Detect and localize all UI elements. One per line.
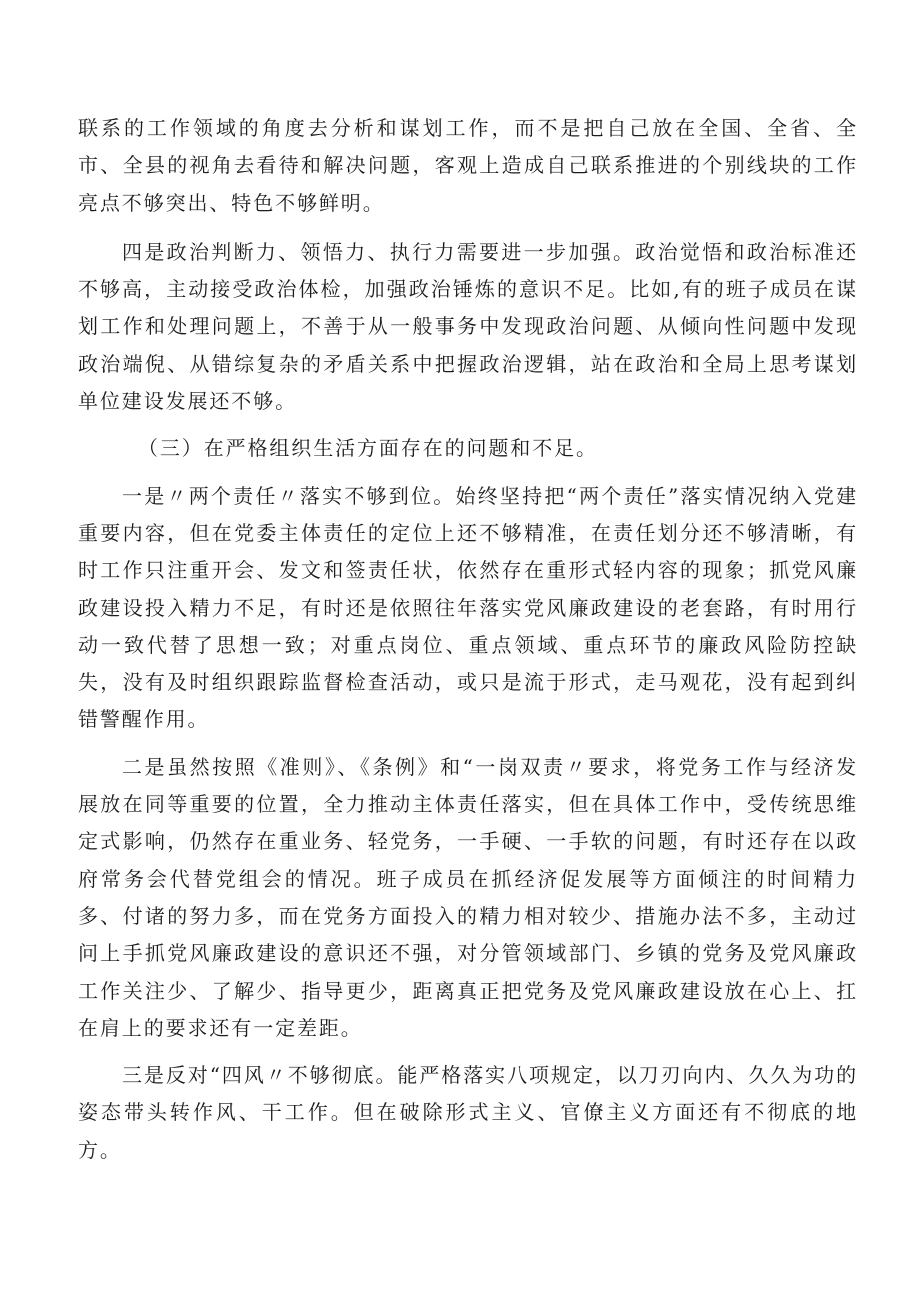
paragraph-political-judgment: 四是政治判断力、领悟力、执行力需要进一步加强。政治觉悟和政治标准还不够高，主动接受政治体检，加强政治锤炼的意识不足。比如,有的班子成员在谋划工作和处理问题上，不善于从一般事务中发现政治问题、从倾向性问题中发现政治端倪、从错综复杂的矛盾关系中把握政治逻辑，站在政治和全局上思考谋划单位建设发展还不够。 bbox=[78, 239, 858, 414]
paragraph-four-winds: 三是反对“四风〃不够彻底。能严格落实八项规定，以刀刃向内、久久为功的姿态带头转作风、干工作。但在破除形式主义、官僚主义方面还有不彻底的地方。 bbox=[78, 1063, 858, 1162]
document-page bbox=[78, 110, 858, 1169]
paragraph-continuation: 联系的工作领域的角度去分析和谋划工作，而不是把自己放在全国、全省、全市、全县的视角去看待和解决问题，客观上造成自己联系推进的个别线块的工作亮点不够突出、特色不够鲜明。 bbox=[78, 116, 858, 215]
paragraph-one-post-two-duties: 二是虽然按照《准则》、《条例》和“一岗双责〃要求，将党务工作与经济发展放在同等重要的位置，全力推动主体责任落实，但在具体工作中，受传统思维定式影响，仍然存在重业务、轻党务，一手硬、一手软的问题，有时还存在以政府常务会代替党组会的情况。班子成员在抓经济促发展等方面倾注的时间精力多、付诸的努力多，而在党务方面投入的精力相对较少、措施办法不多，主动过问上手抓党风廉政建设的意识还不强，对分管领域部门、乡镇的党务及党风廉政工作关注少、了解少、指导更少，距离真正把党务及党风廉政建设放在心上、扛在肩上的要求还有一定差距。 bbox=[78, 754, 858, 1040]
paragraph-two-responsibilities: 一是〃两个责任〃落实不够到位。始终坚持把“两个责任”落实情况纳入党建重要内容，但在党委主体责任的定位上还不够精准，在责任划分还不够清晰，有时工作只注重开会、发文和签责任状，依然存在重形式轻内容的现象；抓党风廉政建设投入精力不足，有时还是依照往年落实党风廉政建设的老套路，有时用行动一致代替了思想一致；对重点岗位、重点领域、重点环节的廉政风险防控缺失，没有及时组织跟踪监督检查活动，或只是流于形式，走马观花，没有起到纠错警醒作用。 bbox=[78, 483, 858, 732]
section-heading-organization-life: （三）在严格组织生活方面存在的问题和不足。 bbox=[138, 436, 598, 461]
